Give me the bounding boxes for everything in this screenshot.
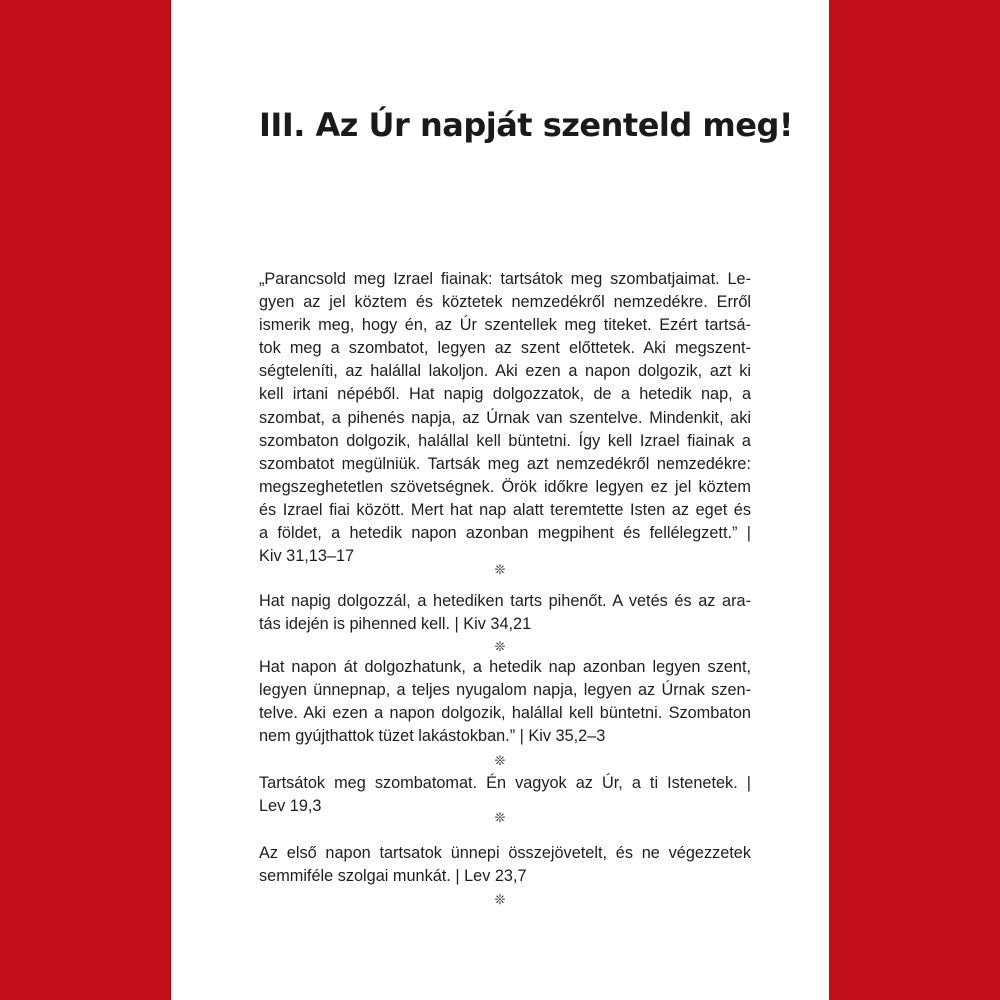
- passage-3: [259, 656, 751, 748]
- passage-5: [259, 842, 751, 888]
- separator-ornament: ❊: [494, 754, 506, 769]
- text-line: semmiféle szolgai munkát. | Lev 23,7: [259, 867, 527, 886]
- separator-ornament: ❊: [494, 893, 506, 908]
- text-line: telve. Aki ezen a napon dolgozik, halállal kell büntetni. Szombaton: [259, 704, 751, 723]
- separator-ornament: ❊: [494, 640, 506, 655]
- text-line: legyen ünnepnap, a teljes nyugalom napja, legyen az Úrnak szen-: [259, 681, 751, 700]
- text-line: szombatot megülniük. Tartsák meg azt nemzedékről nemzedékre:: [259, 454, 751, 473]
- text-line: tás idején is pihenned kell. | Kiv 34,21: [259, 615, 532, 634]
- text-line: Tartsátok meg szombatomat. Én vagyok az Úr, a ti Istenetek. |: [259, 774, 751, 792]
- text-line: Hat napig dolgozzál, a hetediken tarts pihenőt. A vetés és az ara-: [259, 592, 751, 610]
- text-line: Kiv 31,13–17: [259, 547, 355, 566]
- text-line: nem gyújthattok tüzet lakástokban.” | Kiv 35,2–3: [259, 727, 606, 746]
- passage-2: [259, 590, 751, 636]
- text-line: Az első napon tartsatok ünnepi összejövetelt, és ne végezzetek: [259, 844, 751, 862]
- text-line: és Izrael fiai között. Mert hat nap alatt teremtette Isten az eget és: [259, 500, 751, 519]
- text-line: szombat, a pihenés napja, az Úrnak van szentelve. Mindenkit, aki: [259, 408, 751, 427]
- text-line: „Parancsold meg Izrael fiainak: tartsátok meg szombatjaimat. Le-: [259, 270, 751, 288]
- text-line: gyen az jel köztem és köztetek nemzedékről nemzedékre. Erről: [259, 293, 751, 312]
- text-line: Lev 19,3: [259, 797, 322, 816]
- text-line: Hat napon át dolgozhatunk, a hetedik nap azonban legyen szent,: [259, 658, 751, 676]
- chapter-title: III. Az Úr napját szenteld meg!: [259, 106, 793, 144]
- text-line: a földet, a hetedik napon azonban megpihent és fellélegzett.” |: [259, 524, 751, 543]
- separator-ornament: ❊: [494, 563, 506, 578]
- text-line: ségteleníti, az halállal lakoljon. Aki ezen a napon dolgozik, azt ki: [259, 362, 751, 381]
- text-line: szombaton dolgozik, halállal kell büntetni. Így kell Izrael fiainak a: [259, 431, 751, 450]
- text-line: tok meg a szombatot, legyen az szent előttetek. Aki megszent-: [259, 339, 751, 358]
- passage-1: [259, 268, 751, 568]
- text-line: megszeghetetlen szövetségnek. Örök időkre legyen ez jel köztem: [259, 477, 751, 496]
- separator-ornament: ❊: [494, 811, 506, 826]
- text-line: ismerik meg, hogy én, az Úr szentellek meg titeket. Ezért tartsá-: [259, 316, 751, 335]
- book-page: [171, 0, 829, 1000]
- text-line: kell irtani népéből. Hat napig dolgozzatok, de a hetedik nap, a: [259, 385, 751, 404]
